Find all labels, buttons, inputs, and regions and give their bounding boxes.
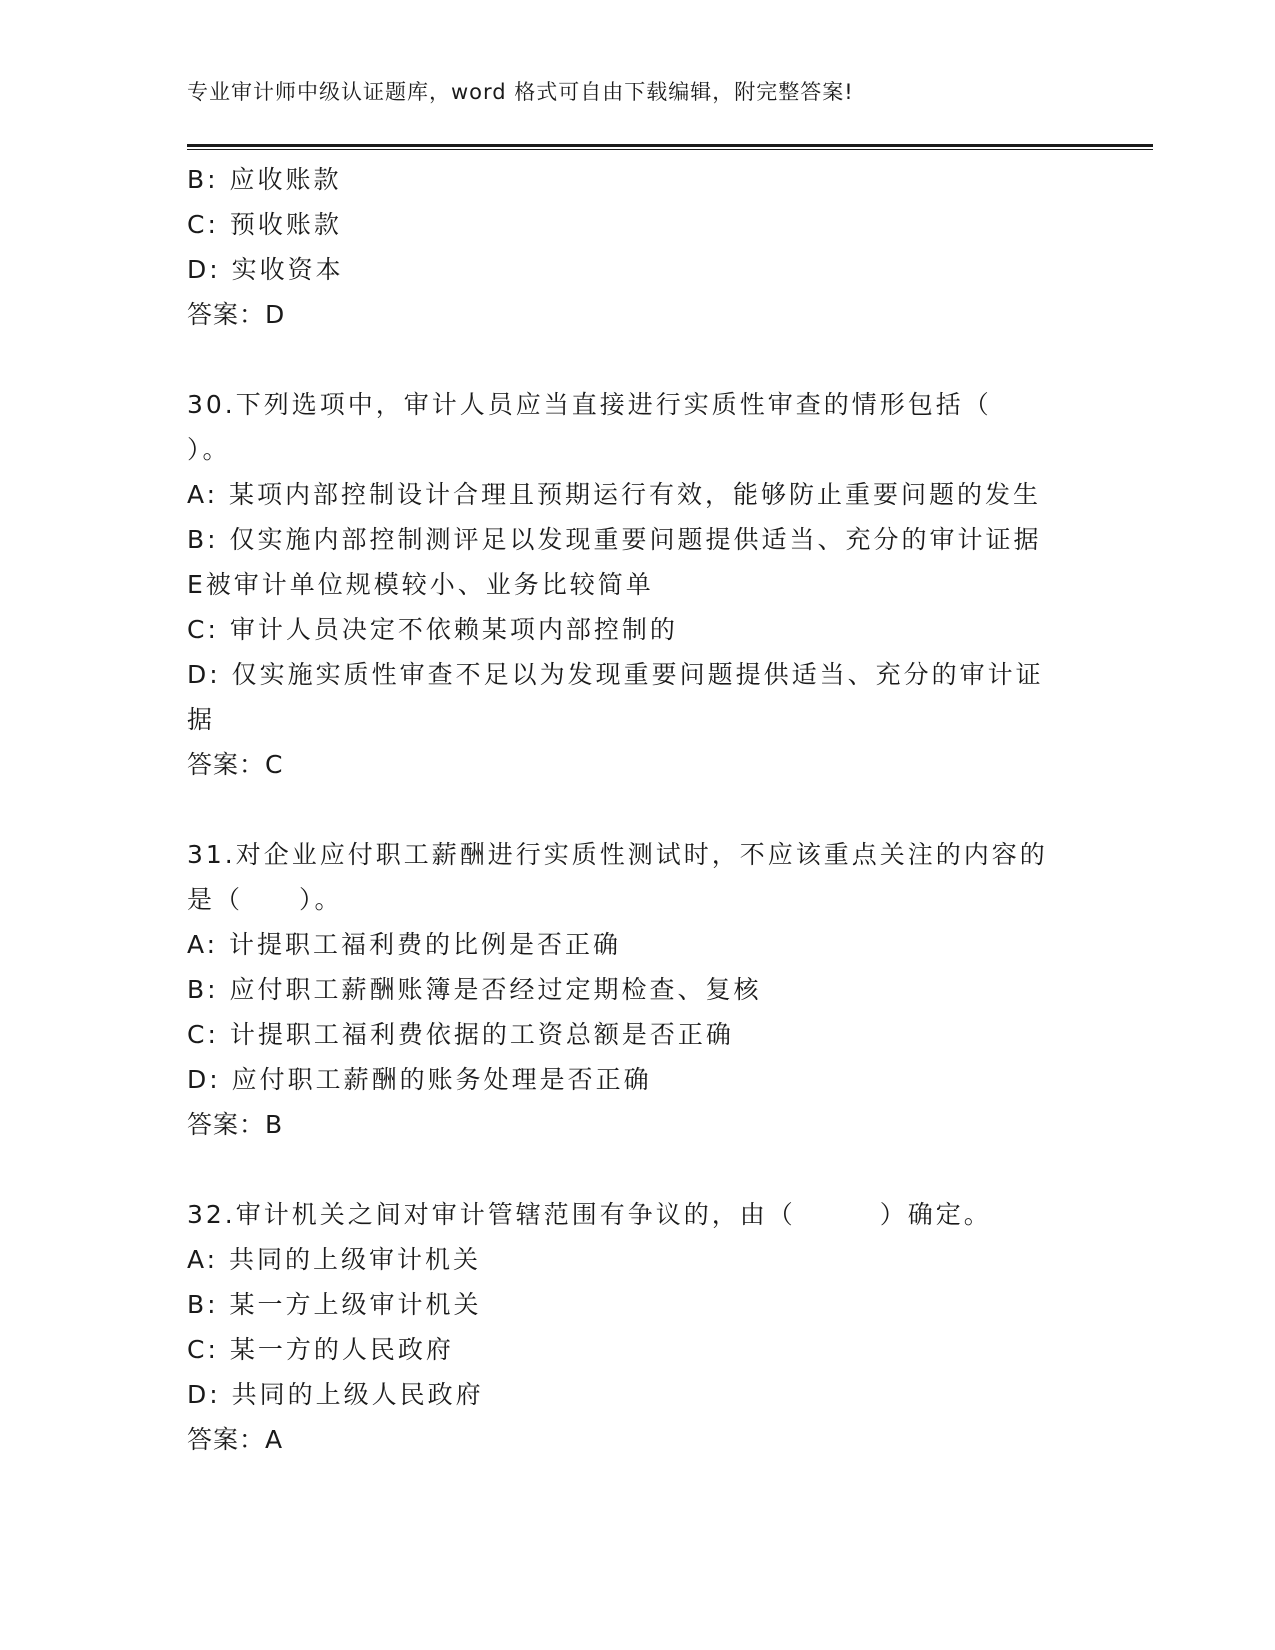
question-stem: 30.下列选项中，审计人员应当直接进行实质性审查的情形包括（ (187, 390, 992, 419)
option-b: B: 仅实施内部控制测评足以发现重要问题提供适当、充分的审计证据 (187, 525, 1042, 554)
option-b: B: 应付职工薪酬账簿是否经过定期检查、复核 (187, 975, 762, 1004)
option-d-continued: 据 (187, 705, 216, 734)
option-e: E被审计单位规模较小、业务比较简单 (187, 570, 654, 599)
option-a: A: 计提职工福利费的比例是否正确 (187, 930, 622, 959)
option-b: B: 应收账款 (187, 165, 342, 194)
header-divider-thick (187, 144, 1153, 147)
option-c: C: 预收账款 (187, 210, 342, 239)
question-stem-continued: 是（ ）。 (187, 885, 343, 914)
option-c: C: 计提职工福利费依据的工资总额是否正确 (187, 1020, 734, 1049)
option-c: C: 审计人员决定不依赖某项内部控制的 (187, 615, 678, 644)
answer-line: 答案：A (187, 1425, 284, 1454)
option-c: C: 某一方的人民政府 (187, 1335, 454, 1364)
question-stem: 31.对企业应付职工薪酬进行实质性测试时，不应该重点关注的内容的 (187, 840, 1048, 869)
option-d: D: 实收资本 (187, 255, 344, 284)
option-b: B: 某一方上级审计机关 (187, 1290, 482, 1319)
option-d: D: 仅实施实质性审查不足以为发现重要问题提供适当、充分的审计证 (187, 660, 1044, 689)
question-30-block (187, 382, 1087, 787)
option-d: D: 共同的上级人民政府 (187, 1380, 484, 1409)
spacer (187, 337, 1087, 382)
question-31-block (187, 832, 1087, 1147)
spacer (187, 787, 1087, 832)
spacer (187, 1147, 1087, 1192)
header-divider-thin (187, 149, 1153, 150)
answer-line: 答案：D (187, 300, 286, 329)
prev-question-block (187, 157, 1087, 337)
question-stem-continued: ）。 (187, 435, 231, 464)
option-a: A: 共同的上级审计机关 (187, 1245, 482, 1274)
page-header-title: 专业审计师中级认证题库，word 格式可自由下载编辑，附完整答案! (187, 80, 854, 104)
option-a: A: 某项内部控制设计合理且预期运行有效，能够防止重要问题的发生 (187, 480, 1042, 509)
answer-line: 答案：C (187, 750, 284, 779)
option-d: D: 应付职工薪酬的账务处理是否正确 (187, 1065, 652, 1094)
question-32-block (187, 1192, 1087, 1462)
question-stem: 32.审计机关之间对审计管辖范围有争议的，由（ ）确定。 (187, 1200, 992, 1229)
answer-line: 答案：B (187, 1110, 284, 1139)
question-content (187, 157, 1087, 1462)
